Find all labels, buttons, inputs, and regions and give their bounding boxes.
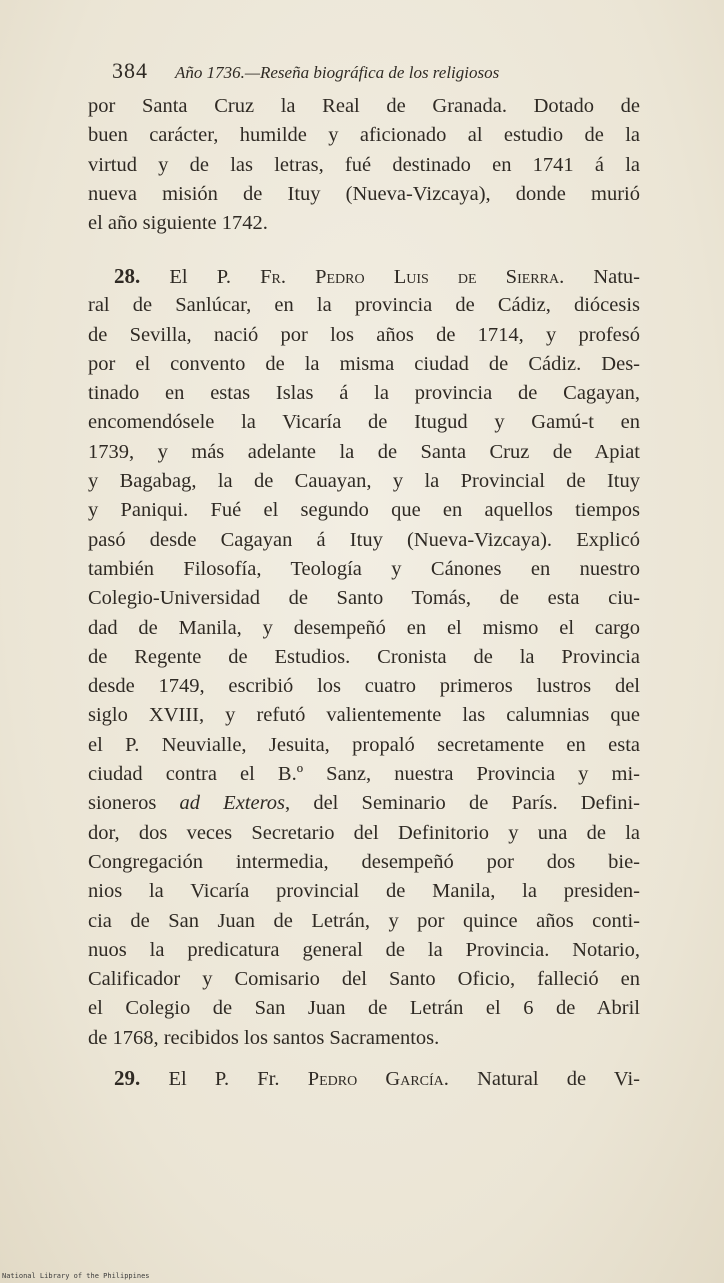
entry-28	[88, 262, 640, 1053]
entry-title-prefix: El P.	[169, 266, 231, 288]
text-line: nuos la predicatura general de la Provincia. Notario,	[88, 938, 640, 961]
entry-number: 28.	[114, 264, 141, 288]
text-line: tinado en estas Islas á la provincia de Cagayan,	[88, 382, 640, 405]
text-line: el P. Neuvialle, Jesuita, propaló secretamente en esta	[88, 733, 640, 756]
text-line: desde 1749, escribió los cuatro primeros lustros del	[88, 675, 640, 698]
text-line: buen carácter, humilde y aficionado al estudio de la	[88, 124, 640, 147]
text-segment: , del Seminario de París. Defini-	[285, 792, 640, 815]
text-line: de 1768, recibidos los santos Sacramentos.	[88, 1026, 440, 1049]
text-line: siglo XVIII, y refutó valientemente las calumnias que	[88, 704, 640, 727]
text-line: también Filosofía, Teología y Cánones en nuestro	[88, 557, 640, 580]
entry-title-prefix: El P. Fr.	[168, 1068, 280, 1090]
text-line: cia de San Juan de Letrán, y por quince años conti-	[88, 909, 640, 932]
text-line: el año siguiente 1742.	[88, 212, 268, 235]
text-line: nueva misión de Ituy (Nueva-Vizcaya), donde murió	[88, 182, 640, 205]
text-line: encomendósele la Vicaría de Itugud y Gamú-t en	[88, 411, 640, 434]
text-line: Calificador y Comisario del Santo Oficio, falleció en	[88, 968, 640, 991]
text-line-with-italic	[88, 789, 640, 818]
text-line: por Santa Cruz la Real de Granada. Dotado de	[88, 95, 640, 117]
page-number: 384	[112, 58, 148, 83]
text-line: y Bagabag, la de Cauayan, y la Provincial de Ituy	[88, 470, 640, 493]
text-line: nios la Vicaría provincial de Manila, la presiden-	[88, 880, 640, 903]
text-line: virtud y de las letras, fué destinado en 1741 á la	[88, 153, 640, 176]
text-line: ciudad contra el B.º Sanz, nuestra Provincia y mi-	[88, 763, 640, 786]
entry-number: 29.	[114, 1066, 141, 1090]
entry-person-name: Fr. Pedro Luis de Sierra.	[260, 266, 565, 288]
text-line: 1739, y más adelante la de Santa Cruz de Apiat	[88, 440, 640, 463]
text-segment: sioneros	[88, 792, 157, 815]
text-line: pasó desde Cagayan á Ituy (Nueva-Vizcaya). Explicó	[88, 528, 640, 551]
entry-title-suffix: Natu-	[593, 266, 641, 288]
text-line: y Paniqui. Fué el segundo que en aquellos tiempos	[88, 499, 640, 522]
text-line: Congregación intermedia, desempeñó por dos bie-	[88, 850, 640, 873]
text-line: de Regente de Estudios. Cronista de la Provincia	[88, 645, 640, 668]
running-title: Año 1736.—Reseña biográfica de los religiosos	[175, 63, 500, 82]
entry-person-name: Pedro García.	[307, 1068, 449, 1090]
text-line: de Sevilla, nació por los años de 1714, y profesó	[88, 323, 640, 346]
text-line: ral de Sanlúcar, en la provincia de Cádiz, diócesis	[88, 294, 640, 317]
continued-paragraph	[88, 92, 640, 238]
entry-29	[88, 1064, 640, 1093]
italic-latin-phrase: ad Exteros	[179, 792, 286, 815]
text-line: dor, dos veces Secretario del Definitorio y una de la	[88, 821, 640, 844]
library-watermark: National Library of the Philippines	[2, 1272, 150, 1280]
entry-title-suffix: Natural de Vi-	[477, 1068, 640, 1090]
text-line: el Colegio de San Juan de Letrán el 6 de Abril	[88, 997, 640, 1020]
text-line: por el convento de la misma ciudad de Cádiz. Des-	[88, 352, 640, 375]
text-line: Colegio-Universidad de Santo Tomás, de esta ciu-	[88, 587, 640, 610]
entry-heading-line	[88, 262, 640, 291]
page-header	[112, 58, 632, 88]
text-line: dad de Manila, y desempeñó en el mismo el cargo	[88, 616, 640, 639]
entry-heading-line	[88, 1064, 640, 1093]
